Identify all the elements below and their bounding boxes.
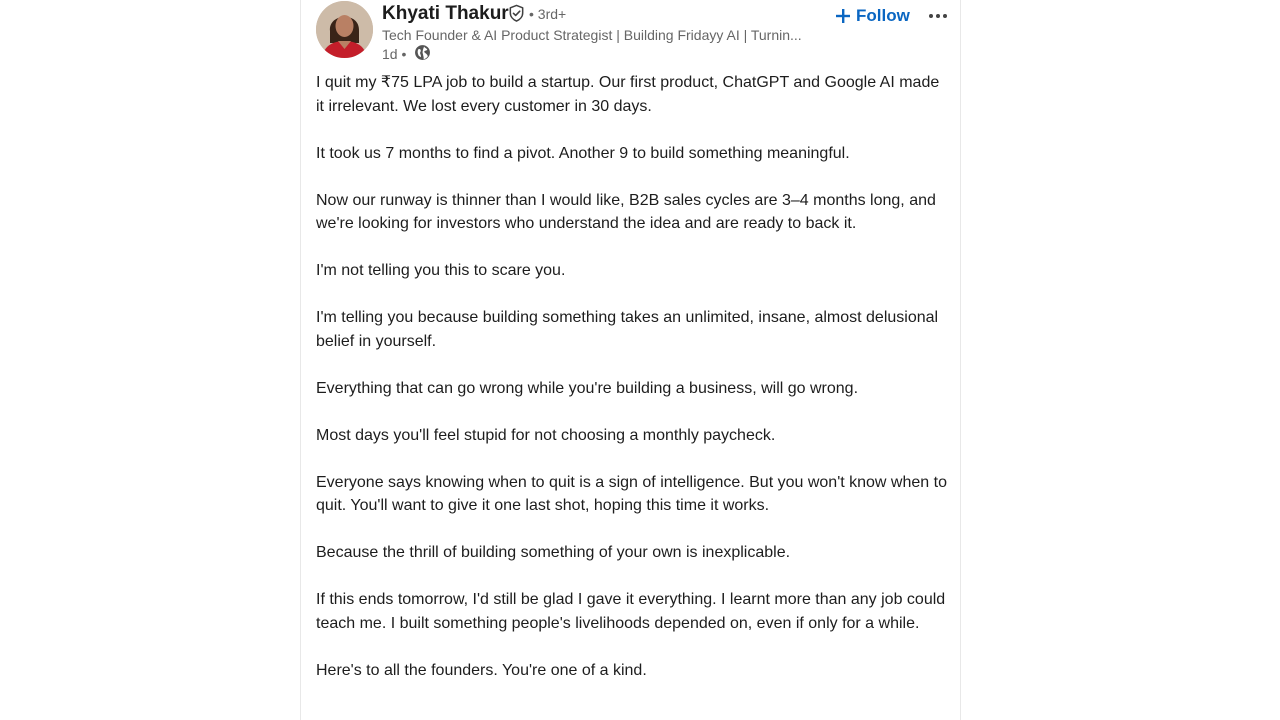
post-paragraph: I'm not telling you this to scare you. <box>316 262 566 279</box>
post-paragraph: I quit my ₹75 LPA job to build a startup. Our first product, ChatGPT and Google AI made it irrelevant. We lost every customer in 30 days. <box>316 74 940 115</box>
follow-label: Follow <box>856 6 910 25</box>
linkedin-post-card <box>300 0 961 720</box>
post-paragraph: I'm telling you because building something takes an unlimited, insane, almost delusional belief in yourself. <box>316 309 939 350</box>
post-paragraph: Everything that can go wrong while you're building a business, will go wrong. <box>316 379 859 397</box>
post-paragraph: Everyone says knowing when to quit is a sign of intelligence. But you won't know when to quit. You'll want to give it one last shot, hoping this time it works. <box>316 473 947 514</box>
post-paragraph: Now our runway is thinner than I would like, B2B sales cycles are 3–4 months long, and we're looking for investors who understand the idea and are ready to back it. <box>316 191 936 232</box>
author-name[interactable]: Khyati Thakur <box>382 3 509 24</box>
plus-icon <box>835 8 851 24</box>
post-paragraph: Here's to all the founders. You're one of a kind. <box>316 661 647 679</box>
post-paragraph: Most days you'll feel stupid for not choosing a monthly paycheck. <box>316 426 776 444</box>
connection-degree: • 3rd+ <box>529 6 567 22</box>
globe-icon <box>414 44 431 61</box>
ellipsis-icon[interactable] <box>925 6 951 26</box>
author-avatar[interactable] <box>316 1 373 58</box>
post-time: 1d • <box>382 46 407 62</box>
author-headline: Tech Founder & AI Product Strategist | Building Fridayy AI | Turnin... <box>382 27 802 43</box>
post-paragraph: It took us 7 months to find a pivot. Another 9 to build something meaningful. <box>316 144 850 162</box>
follow-button[interactable] <box>829 3 916 29</box>
verified-shield-icon <box>507 4 526 23</box>
post-paragraph: If this ends tomorrow, I'd still be glad I gave it everything. I learnt more than any job could teach me. I built something people's livelihoods depended on, even if only for a while. <box>316 591 946 632</box>
post-body <box>316 71 948 706</box>
post-paragraph: Because the thrill of building something of your own is inexplicable. <box>316 544 791 561</box>
